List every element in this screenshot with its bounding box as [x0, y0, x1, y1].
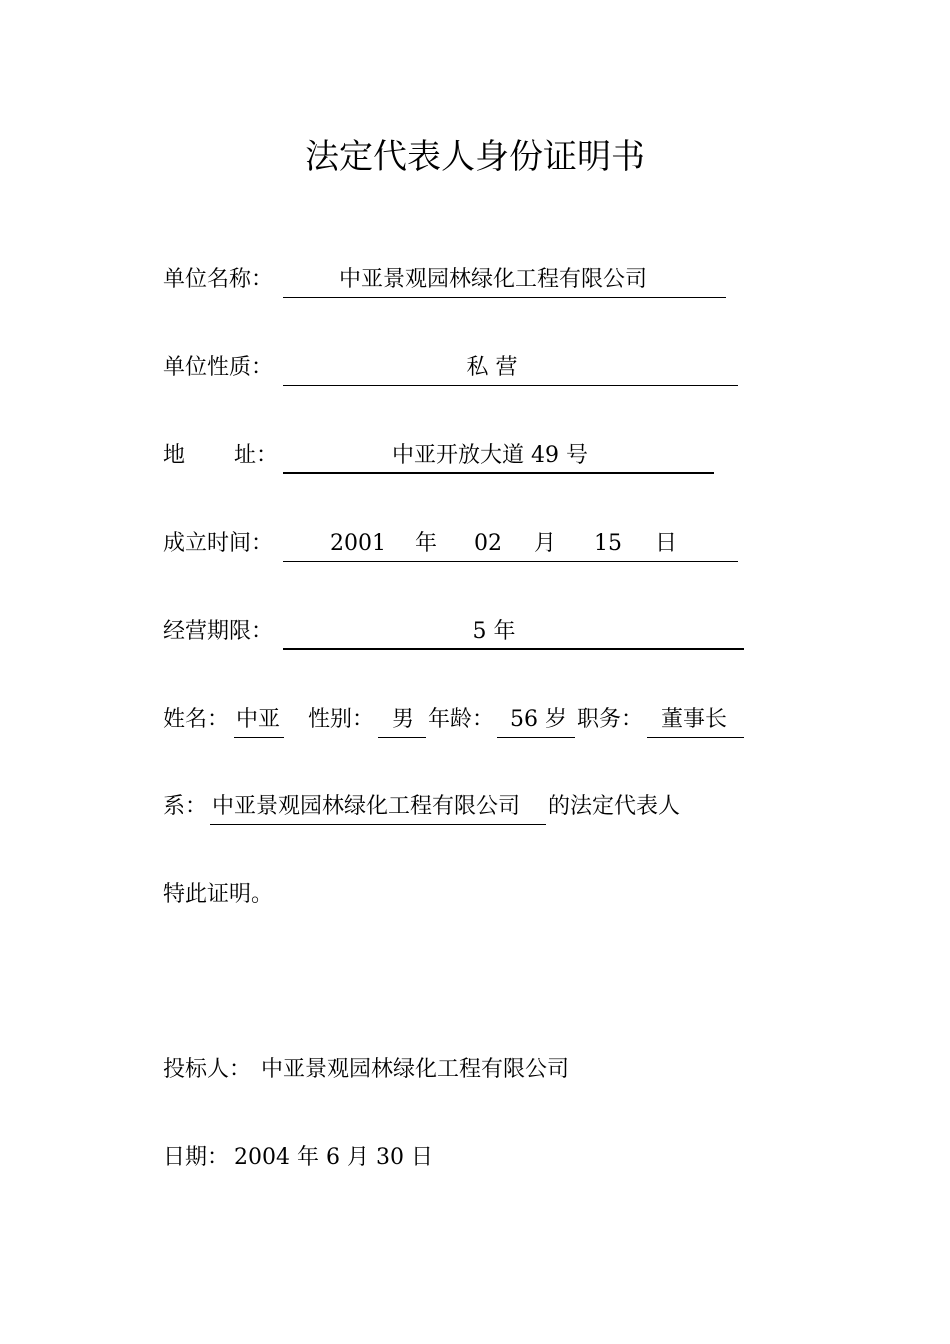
founded-label: 成立时间：: [163, 531, 274, 556]
name-underline: [234, 737, 284, 738]
address-value: 中亚开放大道 49 号: [392, 443, 588, 468]
age-label: 年龄：: [428, 707, 495, 732]
bidder-value: 中亚景观园林绿化工程有限公司: [261, 1057, 570, 1082]
age-underline: [497, 737, 575, 738]
term-label: 经营期限：: [163, 619, 274, 644]
name-label: 姓名：: [163, 707, 230, 732]
certify-text: 特此证明。: [163, 882, 274, 907]
position-label: 职务：: [577, 707, 644, 732]
unit-name-label: 单位名称：: [163, 267, 274, 292]
gender-value: 男: [392, 707, 415, 732]
founded-year: 2001: [330, 531, 386, 556]
address-label-2: 址：: [234, 443, 279, 468]
date-value: 2004 年 6 月 30 日: [234, 1145, 433, 1170]
unit-name-value: 中亚景观园林绿化工程有限公司: [338, 267, 647, 292]
document-title: 法定代表人身份证明书: [305, 137, 645, 177]
term-underline: [283, 648, 744, 650]
bidder-label: 投标人：: [163, 1057, 252, 1082]
relation-underline: [210, 824, 546, 825]
relation-company: 中亚景观园林绿化工程有限公司: [212, 794, 521, 819]
position-underline: [647, 737, 744, 738]
founded-month-unit: 月: [534, 531, 557, 556]
founded-day: 15: [594, 531, 622, 556]
founded-month: 02: [474, 531, 502, 556]
term-value: 5 年: [472, 619, 516, 644]
founded-year-unit: 年: [415, 531, 438, 556]
date-label: 日期：: [163, 1145, 230, 1170]
unit-nature-value: 私 营: [466, 355, 518, 380]
relation-suffix: 的法定代表人: [548, 794, 681, 819]
relation-prefix: 系：: [163, 794, 208, 819]
founded-day-unit: 日: [655, 531, 678, 556]
address-underline: [283, 472, 714, 474]
unit-name-underline: [283, 297, 726, 298]
unit-nature-underline: [283, 385, 738, 386]
address-label-1: 地: [163, 443, 186, 468]
founded-underline: [283, 561, 738, 562]
age-value: 56 岁: [510, 707, 567, 732]
name-value: 中亚: [236, 707, 281, 732]
unit-nature-label: 单位性质：: [163, 355, 274, 380]
position-value: 董事长: [661, 707, 728, 732]
gender-label: 性别：: [308, 707, 375, 732]
gender-underline: [378, 737, 426, 738]
